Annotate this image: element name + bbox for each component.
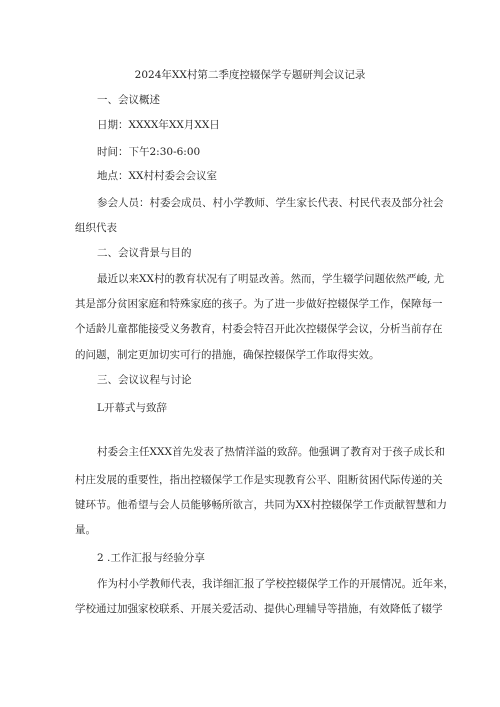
background-paragraph-line: 最近以来XX村的教育状况有了明显改善。然而，学生辍学问题依然严峻, 尤 [97, 273, 445, 285]
opening-paragraph-line: 村委会主任XXX首先发表了热情洋溢的致辞。他强调了教育对于孩子成长和 [97, 446, 445, 458]
agenda-item-heading: 2 .工作汇报与经验分享 [97, 552, 205, 564]
background-paragraph-line: 其是部分贫困家庭和特殊家庭的孩子。为了进一步做好控辍保学工作，保障每一 [75, 298, 443, 310]
opening-paragraph-line: 量。 [75, 524, 96, 536]
report-paragraph-line: 学校通过加强家校联系、开展关爱活动、提供心理辅导等措施，有效降低了辍学 [75, 603, 443, 615]
section-heading-background: 二、会议背景与目的 [97, 247, 192, 259]
meeting-place: 地点：XX村村委会会议室 [97, 170, 217, 182]
attendees-line: 参会人员：村委会成员、村小学教师、学生家长代表、村民代表及部分社会 [97, 197, 444, 209]
agenda-item-heading: L开幕式与致辞 [97, 402, 167, 414]
opening-paragraph-line: 村庄发展的重要性，指出控辍保学工作是实现教育公平、阻断贫困代际传递的关 [75, 474, 443, 486]
background-paragraph-line: 的问题，制定更加切实可行的措施，确保控辍保学工作取得实效。 [75, 349, 380, 361]
meeting-date: 日期：XXXX年XX月XX日 [97, 119, 220, 131]
section-heading-agenda: 三、会议议程与讨论 [97, 374, 192, 386]
background-paragraph-line: 个适龄儿童都能接受义务教育，村委会特召开此次控辍保学会议，分析当前存在 [75, 323, 443, 335]
report-paragraph-line: 作为村小学教师代表，我详细汇报了学校控辍保学工作的开展情况。近年来， [97, 578, 454, 590]
meeting-time: 时间：下午2:30-6:00 [97, 146, 201, 158]
attendees-line: 组织代表 [75, 222, 117, 234]
section-heading-overview: 一、会议概述 [97, 94, 160, 106]
document-title: 2024年XX村第二季度控辍保学专题研判会议记录 [134, 69, 366, 81]
opening-paragraph-line: 键环节。他希望与会人员能够畅所欲言，共同为XX村控辍保学工作贡献智慧和力 [75, 499, 447, 511]
